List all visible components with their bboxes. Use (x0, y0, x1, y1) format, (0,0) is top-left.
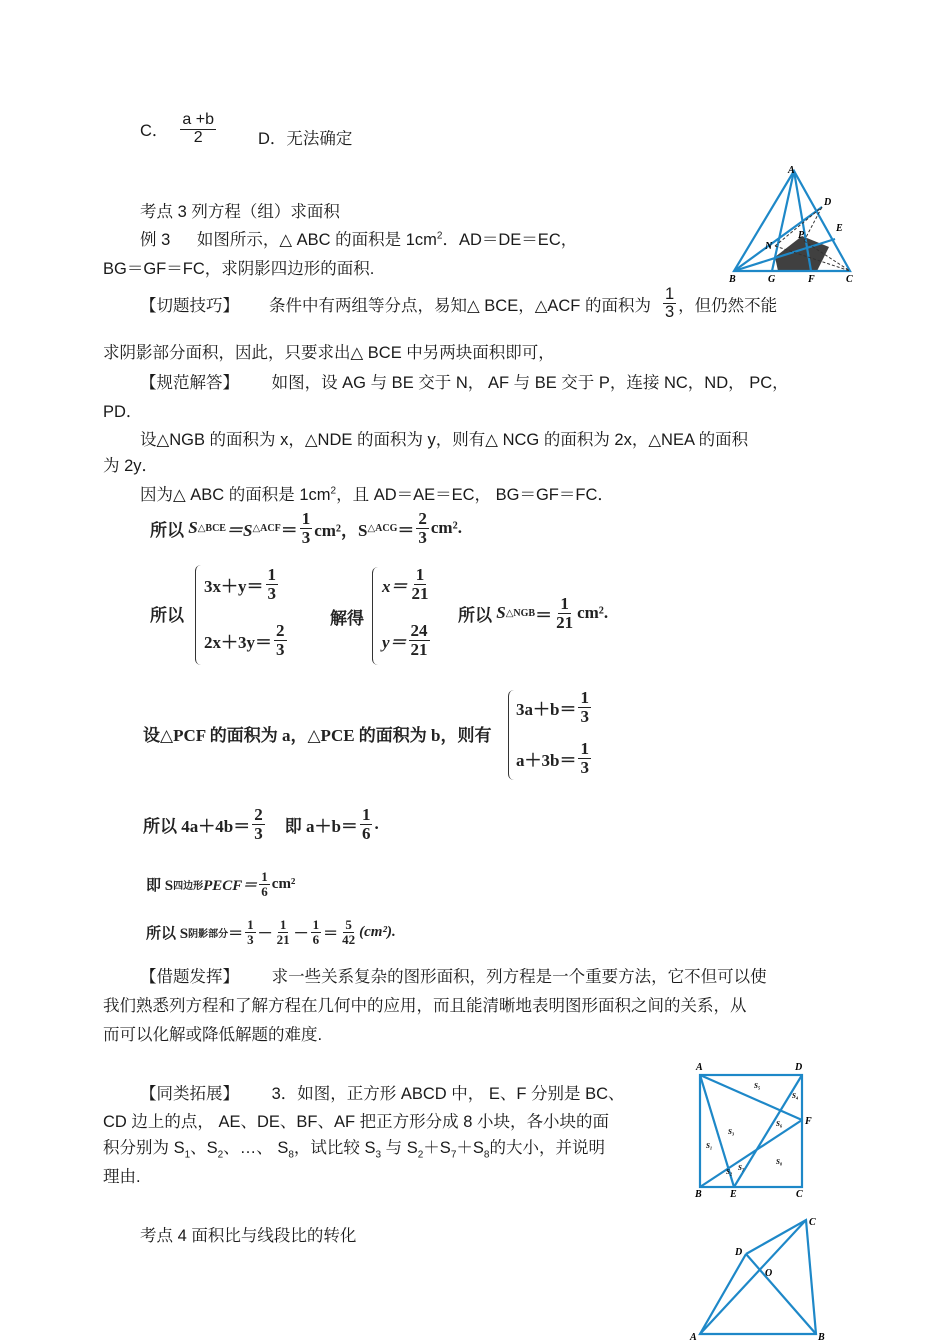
s2-den: 3 (276, 639, 285, 659)
r2-text: y＝ (382, 632, 407, 652)
eq1-so: 所以 (150, 520, 184, 540)
ext-t-c: 、S (190, 1139, 218, 1157)
eq1-eq3: ＝ (397, 520, 415, 540)
sum-frac1 (252, 806, 265, 843)
t2-text: a＋3b＝ (516, 750, 577, 770)
result-y (382, 622, 432, 659)
sum-den2: 6 (361, 823, 371, 843)
q-label-o: O (765, 1268, 773, 1279)
sq-label-c: C (796, 1189, 803, 1198)
eq1-frac2 (416, 510, 429, 547)
sum-end: . (374, 814, 379, 834)
quad-text-a: 即 S (146, 877, 174, 894)
sum-text-a: 所以 4a＋4b＝ (143, 816, 251, 836)
section-heading-point3: 考点 3 列方程（组）求面积 (140, 203, 340, 221)
final-frac4 (340, 918, 357, 946)
label-b: B (729, 274, 736, 283)
final-equation (146, 918, 396, 946)
extension-line4: 理由. (103, 1168, 141, 1186)
square-figure (692, 1058, 818, 1198)
system1-brace (195, 565, 202, 665)
ext-sub-8b: 8 (483, 1149, 490, 1161)
extension-line2: CD 边上的点， AE、DE、BF、AF 把正方形分成 8 小块，各小块的面 (103, 1113, 610, 1131)
tip-frac-num: 1 (664, 285, 675, 303)
q-label-c: C (809, 1217, 816, 1228)
pcf-text: 设△PCF 的面积为 a，△PCE 的面积为 b，则有 (143, 726, 492, 745)
eq1-sub1: △BCE (197, 522, 226, 534)
ngb-s: S (496, 603, 506, 623)
insight-line3: 而可以化解或降低解题的难度. (103, 1026, 323, 1044)
solution-tag: 【规范解答】 (140, 374, 239, 392)
eq1-den1: 3 (301, 527, 311, 547)
sum-text-b: 即 a＋b＝ (284, 816, 358, 836)
system1-so: 所以 (150, 606, 184, 625)
t2-frac (578, 740, 591, 777)
r1-den: 21 (411, 583, 429, 603)
sum-den1: 3 (254, 823, 263, 843)
ext-sub-7: 7 (450, 1149, 457, 1161)
extension-line1 (140, 1080, 625, 1104)
final-d2: 21 (276, 931, 290, 947)
final-n3: 1 (312, 917, 320, 932)
final-d4: 42 (342, 931, 356, 947)
eq1-num2: 2 (418, 509, 427, 528)
dashed-pd (804, 207, 822, 241)
ext-sub-2b: 2 (417, 1149, 424, 1161)
extension-line3 (103, 1134, 605, 1160)
ngb-so: 所以 (458, 605, 492, 625)
eq1-unit: cm²，S (314, 520, 368, 540)
label-n: N (765, 241, 773, 252)
t2-num: 1 (580, 739, 589, 758)
final-minus1: － (257, 925, 273, 942)
example3-line1 (140, 226, 577, 250)
s1-num: 1 (267, 565, 276, 584)
quad-frac (259, 870, 270, 898)
final-unit: (cm²). (359, 923, 396, 940)
tip-fraction (663, 286, 676, 322)
t1-den: 3 (580, 706, 589, 726)
t1-text: 3a＋b＝ (516, 699, 577, 719)
eq1-sub2: △ACF (252, 522, 281, 534)
region-s8: S₈ (776, 1158, 783, 1166)
tip-line1 (140, 286, 777, 322)
q-label-d: D (735, 1247, 743, 1258)
eq1-den2: 3 (418, 527, 427, 547)
sq-label-a: A (696, 1062, 703, 1073)
s1-den: 3 (267, 583, 276, 603)
insight-tag: 【借题发挥】 (140, 968, 239, 986)
final-frac3 (311, 918, 322, 946)
q-label-b: B (818, 1332, 825, 1343)
label-d: D (824, 197, 832, 208)
triangle-figure (722, 163, 870, 283)
quad-unit: cm² (271, 875, 296, 892)
ext-sub-2: 2 (217, 1149, 224, 1161)
example3-text-a: 如图所示，△ ABC 的面积是 1cm (196, 231, 437, 249)
insight-text-1: 求一些关系复杂的图形面积，列方程是一个重要方法，它不但可以使 (271, 968, 767, 986)
quad-equation (146, 870, 295, 898)
solution-text-5a: 因为△ ABC 的面积是 1cm (140, 486, 331, 504)
example3-line2: BG＝GF＝FC，求阴影四边形的面积. (103, 260, 375, 278)
final-eq: ＝ (228, 925, 244, 942)
eq1-s: S (188, 518, 198, 538)
s2-text: 2x＋3y＝ (204, 632, 272, 652)
system1-eq2 (204, 622, 289, 659)
solution-line1 (140, 369, 789, 393)
final-n1: 1 (247, 917, 254, 932)
label-c: C (846, 274, 853, 283)
insight-line1 (140, 963, 767, 987)
region-s1: S₁ (706, 1142, 713, 1150)
r2-frac (409, 622, 430, 659)
segment-bd (746, 1254, 816, 1334)
region-s7: S₇ (738, 1164, 745, 1172)
solution-line2: PD． (103, 403, 143, 421)
s1-text: 3x＋y＝ (204, 576, 264, 596)
solution-line5 (140, 481, 614, 505)
ngb-den: 21 (556, 612, 574, 632)
option-c-numerator: a +b (182, 111, 215, 128)
ngb-sub: △NGB (505, 607, 536, 619)
example3-sup: 2 (436, 230, 443, 242)
r1-text: x＝ (382, 576, 408, 596)
pcf-brace (508, 690, 515, 780)
option-c-label: C． (140, 122, 169, 141)
sq-label-f: F (805, 1116, 812, 1127)
pcf-eq2 (516, 740, 593, 777)
ext-t-a: 积分别为 S (103, 1139, 185, 1157)
q-label-a: A (690, 1332, 697, 1343)
eq1-unit2: cm². (430, 518, 462, 538)
ngb-frac (554, 595, 575, 632)
final-minus2: － (293, 925, 309, 942)
region-s6: S₆ (776, 1120, 783, 1128)
sq-label-d: D (795, 1062, 803, 1073)
sq-label-e: E (730, 1189, 737, 1198)
option-c (140, 112, 218, 147)
ext-t-k: ＋S (423, 1139, 451, 1157)
final-d3: 6 (312, 931, 320, 947)
ext-sub-1: 1 (184, 1149, 191, 1161)
example3-label: 例 3 (140, 231, 171, 249)
ext-sub-8: 8 (288, 1149, 294, 1161)
s2-frac (274, 622, 287, 659)
sum-num2: 1 (361, 805, 371, 824)
s2-num: 2 (276, 621, 285, 640)
final-n2: 1 (279, 917, 287, 932)
tip-text-a: 条件中有两组等分点，易知△ BCE，△ACF 的面积为 (269, 296, 651, 315)
sq-label-b: B (695, 1189, 702, 1198)
sum-num1: 2 (254, 805, 263, 824)
option-c-fraction (180, 112, 216, 147)
tip-line2: 求阴影部分面积，因此，只要求出△ BCE 中另两块面积即可， (103, 344, 555, 362)
quadrilateral-figure (688, 1210, 836, 1344)
ext-t-o: 的大小，并说明 (489, 1139, 605, 1157)
r2-num: 24 (410, 621, 428, 640)
result-ngb (458, 595, 608, 632)
ext-t-m: ＋S (456, 1139, 484, 1157)
segment-ac (700, 1220, 806, 1334)
final-frac2 (275, 918, 292, 946)
label-e: E (836, 223, 843, 234)
eq1-eq: ＝S (225, 520, 253, 540)
final-sub: 阴影部分 (188, 928, 229, 940)
segment-bf (700, 1120, 802, 1187)
r2-den: 21 (410, 639, 428, 659)
t1-num: 1 (580, 688, 589, 707)
region-s3: S₃ (728, 1128, 735, 1136)
solution-line3: 设△NGB 的面积为 x，△NDE 的面积为 y，则有△ NCG 的面积为 2x，△NEA 的面积 (140, 431, 749, 449)
extension-text-1: 3．如图，正方形 ABCD 中， E、F 分别是 BC、 (271, 1085, 625, 1103)
label-g: G (768, 274, 776, 283)
final-d1: 3 (247, 931, 254, 947)
eq1-frac1 (300, 510, 313, 547)
r1-num: 1 (415, 565, 425, 584)
ngb-num: 1 (560, 594, 569, 613)
s1-frac (266, 566, 279, 603)
eq1-sub3: △ACG (367, 522, 398, 534)
final-eq2: ＝ (323, 925, 339, 942)
extension-tag: 【同类拓展】 (140, 1085, 239, 1103)
example3-text-b: ．AD＝DE＝EC， (442, 231, 578, 249)
insight-line2: 我们熟悉列方程和了解方程在几何中的应用，而且能清晰地表明图形面积之间的关系，从 (103, 997, 747, 1015)
equation-1 (150, 510, 462, 547)
final-n4: 5 (345, 917, 352, 932)
quad-sub: 四边形 (173, 880, 204, 892)
ngb-eq: ＝ (535, 605, 553, 625)
tip-text-b: ，但仍然不能 (678, 296, 778, 315)
quad-text-b: PECF＝ (203, 877, 258, 894)
system1-eq1 (204, 566, 280, 603)
region-s4: S₄ (792, 1092, 799, 1100)
shaded-quadrilateral (775, 236, 829, 271)
t1-frac (578, 689, 591, 726)
eq1-eq2: ＝ (280, 520, 298, 540)
r1-frac (410, 566, 431, 603)
tip-frac-den: 3 (664, 303, 675, 322)
system1-result-brace (372, 567, 379, 665)
solution-text-1: 如图，设 AG 与 BE 交于 N， AF 与 BE 交于 P，连接 NC，ND， PC， (271, 374, 789, 392)
label-a: A (788, 165, 795, 176)
ext-t-g: ，试比较 S (293, 1139, 376, 1157)
quad-den: 6 (261, 883, 268, 899)
eq1-num1: 1 (301, 509, 311, 528)
sum-frac2 (360, 806, 373, 843)
region-s5: S₅ (754, 1082, 761, 1090)
tip-tag: 【切题技巧】 (140, 296, 239, 315)
segment-af (700, 1075, 802, 1120)
solution-text-5b: ，且 AD＝AE＝EC， BG＝GF＝FC． (336, 486, 614, 504)
final-frac1 (245, 918, 256, 946)
system1-solve: 解得 (330, 609, 364, 628)
label-p: P (798, 230, 805, 241)
final-text-a: 所以 S (146, 925, 189, 942)
solution-sup: 2 (330, 485, 337, 497)
solution-line4: 为 2y． (103, 457, 159, 475)
t2-den: 3 (580, 757, 589, 777)
ngb-unit: cm². (577, 603, 609, 623)
ext-t-e: 、…、 S (223, 1139, 289, 1157)
section-heading-point4: 考点 4 面积比与线段比的转化 (140, 1227, 357, 1245)
region-s2: S₂ (726, 1168, 733, 1176)
ext-sub-3: 3 (375, 1149, 382, 1161)
option-c-denominator: 2 (193, 128, 203, 146)
pcf-eq1 (516, 689, 593, 726)
ext-t-i: 与 S (381, 1139, 418, 1157)
label-f: F (808, 274, 815, 283)
sum-equation (143, 806, 379, 843)
result-x (382, 566, 433, 603)
option-d: D．无法确定 (258, 130, 353, 148)
quad-num: 1 (261, 869, 268, 884)
